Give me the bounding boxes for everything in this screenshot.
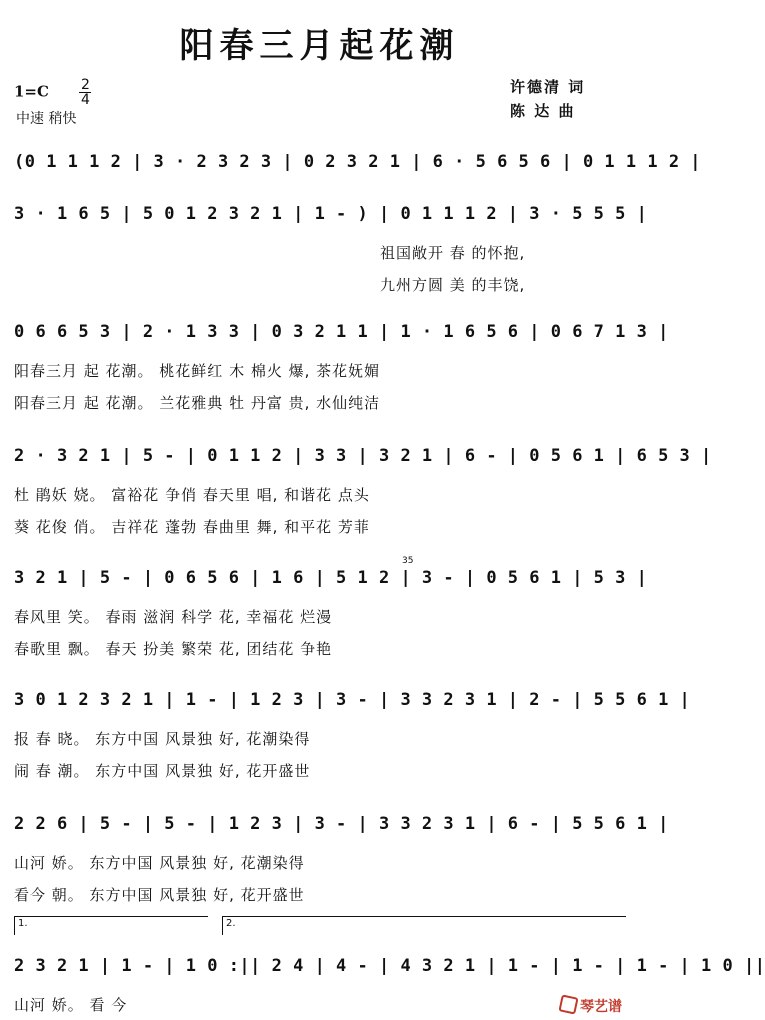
lyric-row-7-verse-1: 山河 娇。 看 今 — [14, 996, 128, 1014]
time-signature — [79, 78, 91, 107]
lyric-row-2-verse-1: 阳春三月 起 花潮。 桃花鲜红 木 棉火 爆, 茶花妩媚 — [14, 362, 381, 380]
lyric-row-4-verse-2: 春歌里 飘。 春天 扮美 繁荣 花, 团结花 争艳 — [14, 640, 333, 658]
lyricist-credit: 许德清 词 — [510, 78, 586, 96]
key-signature — [14, 78, 91, 107]
lyric-row-3-verse-2: 葵 花俊 俏。 吉祥花 蓬勃 春曲里 舞, 和平花 芳菲 — [14, 518, 370, 536]
lyric-row-3-verse-1: 杜 鹃妖 娆。 富裕花 争俏 春天里 唱, 和谐花 点头 — [14, 486, 370, 504]
watermark-text: 琴艺谱 — [580, 999, 622, 1015]
notation-row-1: 3 · 1 6 5 | 5 0 1 2 3 2 1 | 1 - ) | 0 1 1 1 2 | 3 · 5 5 5 | — [14, 204, 648, 224]
page-title: 阳春三月起花潮 — [179, 26, 460, 66]
lyric-row-6-verse-1: 山河 娇。 东方中国 风景独 好, 花潮染得 — [14, 854, 305, 872]
notation-row-4: 3 2 1 | 5 - | 0 6 5 6 | 1 6 | 5 1 2 | 3 - | 0 5 6 1 | 5 3 | — [14, 568, 648, 588]
notation-row-3: 2 · 3 2 1 | 5 - | 0 1 1 2 | 3 3 | 3 2 1 | 6 - | 0 5 6 1 | 6 5 3 | — [14, 446, 712, 466]
notation-row-0: (0 1 1 1 2 | 3 · 2 3 2 3 | 0 2 3 2 1 | 6 · 5 6 5 6 | 0 1 1 1 2 | — [14, 152, 702, 172]
key-label: 1=C — [14, 82, 49, 101]
composer-credit: 陈 达 曲 — [510, 102, 576, 120]
time-signature-top: 2 — [80, 77, 90, 93]
volta-first-ending: 1. — [14, 916, 208, 935]
lyric-row-2-verse-2: 阳春三月 起 花潮。 兰花雅典 牡 丹富 贵, 水仙纯洁 — [14, 394, 381, 412]
tempo-mark: 35 — [402, 556, 414, 566]
lyric-row-5-verse-1: 报 春 晓。 东方中国 风景独 好, 花潮染得 — [14, 730, 311, 748]
lyric-row-5-verse-2: 闹 春 潮。 东方中国 风景独 好, 花开盛世 — [14, 762, 311, 780]
volta-second-ending: 2. — [222, 916, 626, 935]
notation-row-2: 0 6 6 5 3 | 2 · 1 3 3 | 0 3 2 1 1 | 1 · 1 6 5 6 | 0 6 7 1 3 | — [14, 322, 669, 342]
notation-row-7: 2 3 2 1 | 1 - | 1 0 :|| 2 4 | 4 - | 4 3 2 1 | 1 - | 1 - | 1 - | 1 0 || — [14, 956, 765, 976]
watermark-logo-icon — [558, 994, 578, 1014]
time-signature-bottom: 4 — [80, 92, 90, 108]
notation-row-5: 3 0 1 2 3 2 1 | 1 - | 1 2 3 | 3 - | 3 3 2 3 1 | 2 - | 5 5 6 1 | — [14, 690, 691, 710]
lyric-row-1-verse-2: 九州方圆 美 的丰饶, — [380, 276, 526, 294]
lyric-row-4-verse-1: 春风里 笑。 春雨 滋润 科学 花, 幸福花 烂漫 — [14, 608, 333, 626]
lyric-row-6-verse-2: 看今 朝。 东方中国 风景独 好, 花开盛世 — [14, 886, 305, 904]
lyric-row-1-verse-1: 祖国敞开 春 的怀抱, — [380, 244, 526, 262]
watermark — [560, 996, 622, 1016]
tempo: 中速 稍快 — [16, 111, 77, 127]
notation-row-6: 2 2 6 | 5 - | 5 - | 1 2 3 | 3 - | 3 3 2 3 1 | 6 - | 5 5 6 1 | — [14, 814, 669, 834]
